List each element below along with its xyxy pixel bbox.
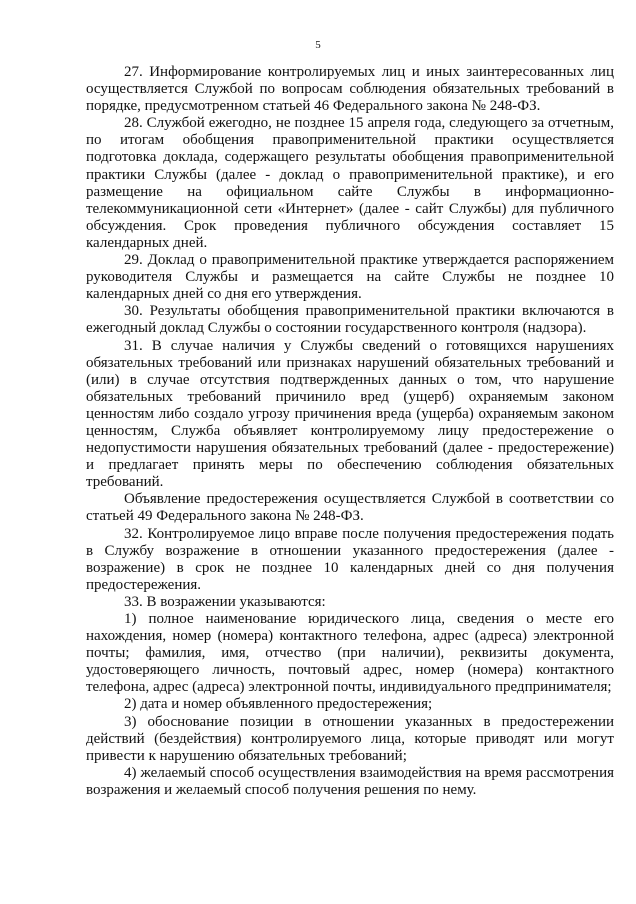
paragraph-27: 27. Информирование контролируемых лиц и иных заинтересованных лиц осуществляется Службой по вопросам соблюдения обязательных требований в порядке, предусмотренном статьей 46 Федерального закона № 248-ФЗ. [86, 64, 614, 115]
paragraph-33-item-4: 4) желаемый способ осуществления взаимодействия на время рассмотрения возражения и желаемый способ получения решения по нему. [86, 764, 614, 798]
paragraph-32: 32. Контролируемое лицо вправе после получения предостережения подать в Службу возражение в отношении указанного предостережения (далее - возражение) в срок не позднее 10 календарных дней со дня получения предостережения. [86, 525, 614, 593]
paragraph-31-warning-announcement: Объявление предостережения осуществляется Службой в соответствии со статьей 49 Федерального закона № 248-ФЗ. [86, 491, 614, 525]
paragraph-33: 33. В возражении указываются: [124, 593, 326, 610]
paragraph-31: 31. В случае наличия у Службы сведений о готовящихся нарушениях обязательных требований или признаках нарушений обязательных требований и (или) в случае отсутствия подтвержденных данных о том, что нарушение обязательных требований причинило вред (ущерб) охраняемым законом ценностям либо создало угрозу причинения вреда (ущерба) охраняемым законом ценностям, Служба объявляет контролируемому лицу предостережение о недопустимости нарушения обязательных требований (далее - предостережение) и предлагает принять меры по обеспечению соблюдения обязательных требований. [86, 337, 614, 491]
paragraph-29: 29. Доклад о правоприменительной практике утверждается распоряжением руководителя Службы и размещается на сайте Службы не позднее 10 календарных дней со дня его утверждения. [86, 252, 614, 303]
paragraph-33-item-1: 1) полное наименование юридического лица, сведения о месте его нахождения, номер (номера) контактного телефона, адрес (адреса) электронной почты; фамилия, имя, отчество (при наличии), реквизиты документа, удостоверяющего личность, почтовый адрес, номер (номера) контактного телефона, адрес (адреса) электронной почты, индивидуального предпринимателя; [86, 611, 614, 696]
paragraph-33-item-2: 2) дата и номер объявленного предостережения; [124, 696, 433, 713]
paragraph-28: 28. Службой ежегодно, не позднее 15 апреля года, следующего за отчетным, по итогам обобщения правоприменительной практики осуществляется подготовка доклада, содержащего результаты обобщения правоприменительной практики Службы (далее - доклад о правоприменительной практике), и его размещение на официальном сайте Службы в информационно-телекоммуникационной сети «Интернет» (далее - сайт Службы) для публичного обсуждения. Срок проведения публичного обсуждения составляет 15 календарных дней. [86, 115, 614, 251]
paragraph-30: 30. Результаты обобщения правоприменительной практики включаются в ежегодный доклад Службы о состоянии государственного контроля (надзора). [86, 303, 614, 337]
paragraph-33-item-3: 3) обоснование позиции в отношении указанных в предостережении действий (бездействия) контролируемого лица, которые приводят или могут привести к нарушению обязательных требований; [86, 713, 614, 764]
document-body [86, 64, 614, 799]
page-number: 5 [315, 39, 321, 51]
